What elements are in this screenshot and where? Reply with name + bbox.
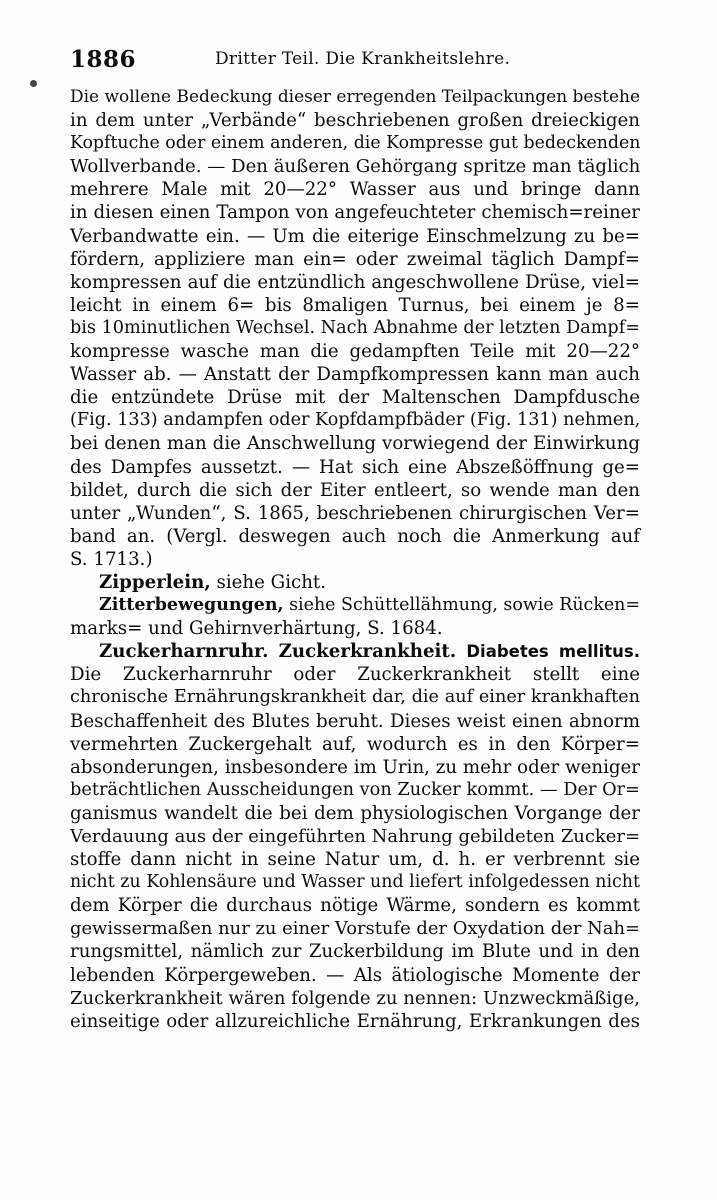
text-line: Kopftuche oder einem anderen, die Kompresse gut bedeckenden [70, 133, 641, 154]
text-line: lebenden Körpergeweben. — Als ätiologische Momente der [70, 964, 640, 986]
text-line: leicht in einem 6= bis 8maligen Turnus, bei einem je 8= [70, 294, 640, 316]
text-line: Die Zuckerharnruhr oder Zuckerkrankheit stellt eine [70, 664, 640, 686]
entry-zitterbewegungen [70, 594, 640, 640]
text-line: vermehrten Zuckergehalt auf, wodurch es in den Körper= [70, 733, 640, 755]
text-line: dem Körper die durchaus nötige Wärme, sondern es kommt [70, 895, 640, 917]
text-line: Die wollene Bedeckung dieser erregenden Teilpackungen bestehe [70, 87, 640, 107]
text-line: gewissermaßen nur zu einer Vorstufe der Oxydation der Nah= [70, 918, 640, 940]
text-line: kompresse wasche man die gedampften Teile mit 20—22° [70, 341, 640, 363]
text-line: beträchtlichen Ausscheidungen von Zucker kommt. — Der Or= [70, 779, 640, 800]
text-line: chronische Ernährungskrankheit dar, die auf einer krankhaften [70, 687, 640, 708]
text-line: bildet, durch die sich der Eiter entleert, so wende man den [70, 479, 640, 501]
text-line: unter „Wunden“, S. 1865, beschriebenen chirurgischen Ver= [70, 502, 640, 524]
entry-line [70, 571, 640, 594]
entry-zuckerharnruhr [70, 640, 640, 1033]
text-line: Wasser ab. — Anstatt der Dampfkompressen kann man auch [70, 364, 640, 386]
entry-zipperlein [70, 571, 640, 594]
entry-term: Zitterbewegungen, [99, 595, 284, 616]
text-line: Wollverbande. — Den äußeren Gehörgang spritze man täglich [70, 156, 641, 178]
text-line: Verbandwatte ein. — Um die eiterige Einschmelzung zu be= [70, 225, 640, 247]
paragraph-treatment [70, 86, 640, 571]
text-line: absonderungen, insbesondere im Urin, zu mehr oder weniger [70, 756, 640, 778]
text-line: bei denen man die Anschwellung vorwiegend der Einwirkung [70, 433, 640, 455]
text-line: kompressen auf die entzündlich angeschwollene Drüse, viel= [70, 271, 640, 293]
entry-term: Zipperlein, [99, 571, 211, 593]
entry-line: marks= und Gehirnverhärtung, S. 1684. [70, 618, 443, 640]
text-line: in dem unter „Verbände“ beschriebenen großen dreieckigen [70, 110, 640, 132]
text-line: nicht zu Kohlensäure und Wasser und liefert infolgedessen nicht [70, 872, 640, 893]
text-line: mehrere Male mit 20—22° Wasser aus und bringe dann [70, 179, 640, 201]
text-line: stoffe dann nicht in seine Natur um, d. h. er verbrennt sie [70, 849, 640, 871]
text-line: Zuckerkrankheit wären folgende zu nennen: Unzweckmäßige, [70, 987, 640, 1009]
ink-speck [30, 80, 37, 87]
entry-term: Zuckerharnruhr. [99, 641, 269, 663]
entry-heading-line [70, 640, 640, 663]
text-line: Beschaffenheit des Blutes beruht. Dieses weist einen abnorm [70, 710, 640, 732]
entry-text: siehe Schüttellähmung, sowie Rücken= [283, 595, 640, 616]
running-head: Dritter Teil. Die Krankheitslehre. [215, 49, 511, 69]
text-line: rungsmittel, nämlich zur Zuckerbildung im Blute und in den [70, 941, 640, 963]
text-line: des Dampfes aussetzt. — Hat sich eine Abszeßöffnung ge= [70, 456, 640, 478]
text-line: (Fig. 133) andampfen oder Kopfdampfbäder (Fig. 131) nehmen, [70, 410, 641, 431]
entry-text: siehe Gicht. [210, 571, 327, 593]
body-text [70, 86, 640, 1033]
text-line: Verdauung aus der eingeführten Nahrung gebildeten Zucker= [70, 826, 640, 847]
text-line: ganismus wandelt die bei dem physiologischen Vorgange der [70, 802, 640, 824]
entry-term-alt: Zuckerkrankheit. [278, 641, 457, 663]
text-line: fördern, appliziere man ein= oder zweimal täglich Dampf= [70, 248, 640, 270]
text-line: die entzündete Drüse mit der Maltenschen Dampfdusche [70, 387, 640, 409]
text-line: band an. (Vergl. deswegen auch noch die Anmerkung auf [70, 525, 640, 547]
text-line: S. 1713.) [70, 548, 153, 570]
text-line: in diesen einen Tampon von angefeuchteter chemisch=reiner [70, 202, 640, 224]
page-number: 1886 [70, 46, 137, 73]
entry-line [70, 594, 640, 617]
text-line: bis 10minutlichen Wechsel. Nach Abnahme der letzten Dampf= [70, 317, 640, 338]
text-line: einseitige oder allzureichliche Ernährung, Erkrankungen des [70, 1010, 640, 1032]
page-header [70, 46, 670, 74]
latin-term: Diabetes mellitus. [466, 642, 640, 662]
